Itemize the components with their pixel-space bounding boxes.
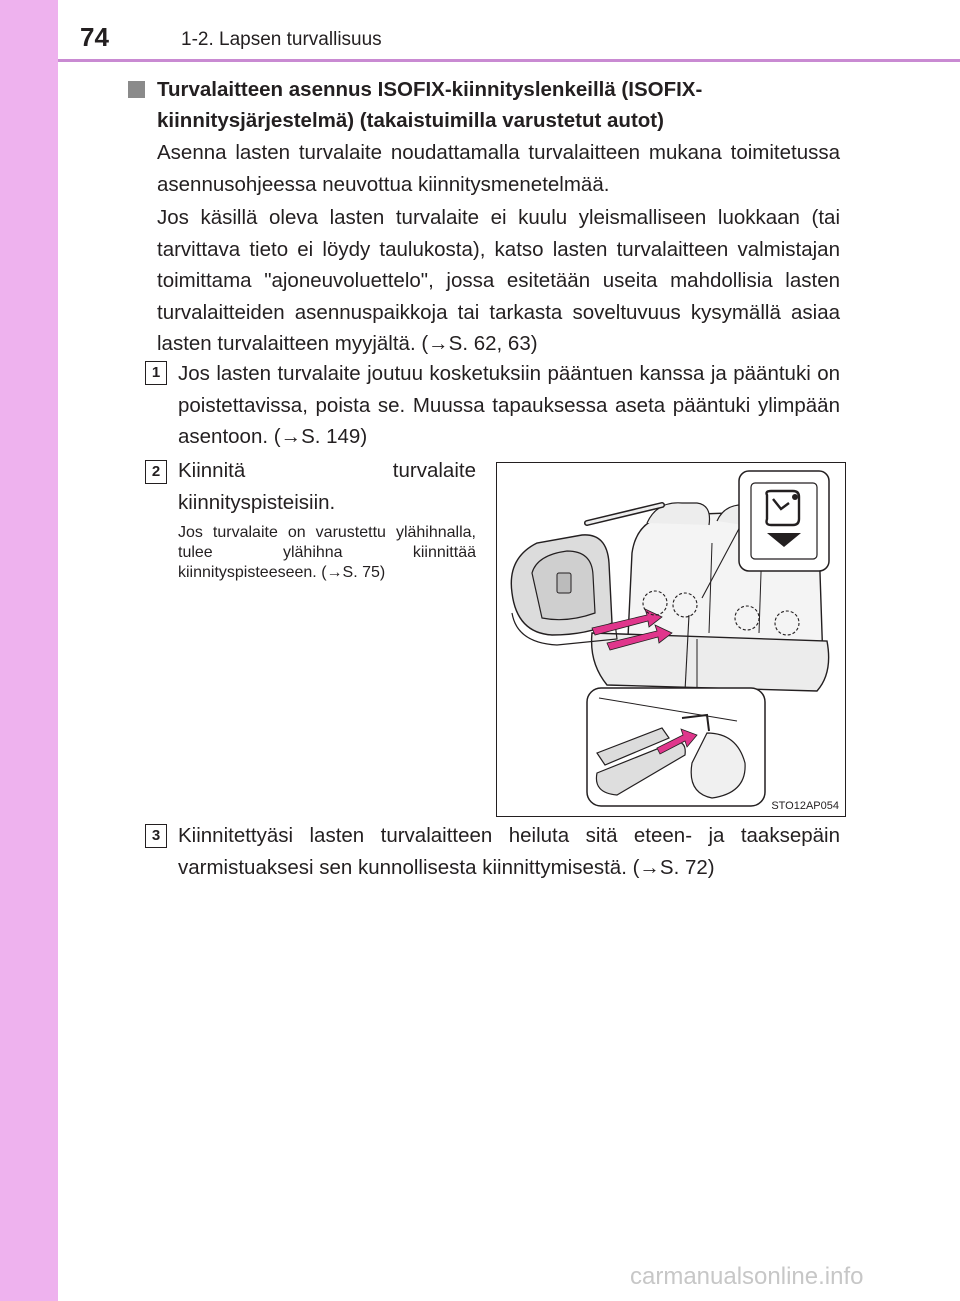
- intro-paragraph-2: Jos käsillä oleva lasten turvalaite ei kuulu yleismalliseen luokkaan (tai tarvittava tieto ei löydy taulukosta), katso lasten turvalaitteen valmistajan toimittama "ajoneuvoluettelo", jossa esitetään useita mahdollisia lasten turvalaitteiden asennuspaikkoja tai tarkasta soveltuvuus kysymällä asiaa lasten turvalaitteen myyjältä. (→S. 62, 63): [157, 206, 840, 355]
- chapter-sidebar: [0, 0, 58, 1301]
- isofix-symbol-icon: [739, 471, 829, 571]
- step-text-2: Kiinnitä turvalaite kiinnityspisteisiin.: [178, 459, 476, 514]
- step-number-2: 2: [145, 460, 167, 484]
- step-number-3: 3: [145, 824, 167, 848]
- intro-paragraph-1: Asenna lasten turvalaite noudattamalla turvalaitteen mukana toimitetussa asennusohjeessa neuvottua kiinnitysmenetelmää.: [157, 141, 840, 196]
- step-number-1: 1: [145, 361, 167, 385]
- step-note-2: Jos turvalaite on varustettu ylähihnalla, tulee ylähihna kiinnittää kiinnityspisteeseen. (→S. 75): [178, 524, 476, 581]
- chapter-heading: 1-2. Lapsen turvallisuus: [181, 29, 382, 50]
- section-title: Turvalaitteen asennus ISOFIX-kiinnityslenkeillä (ISOFIX-kiinnitysjärjestelmä) (takaistuimilla varustetut autot): [157, 78, 703, 132]
- isofix-illustration: [497, 463, 844, 815]
- header-divider: [58, 59, 960, 62]
- step-text-3: Kiinnitettyäsi lasten turvalaitteen heiluta sitä eteen- ja taaksepäin varmistuaksesi sen kunnollisesta kiinnittymisestä. (→S. 72): [178, 824, 840, 879]
- page-number: 74: [80, 22, 109, 52]
- figure-code: STO12AP054: [771, 800, 839, 812]
- section-bullet-icon: [128, 81, 145, 98]
- isofix-installation-figure: [496, 462, 846, 817]
- step-text-1: Jos lasten turvalaite joutuu kosketuksiin pääntuen kanssa ja pääntuki on poistettavissa, poista se. Muussa tapauksessa aseta pääntuki ylimpään asentoon. (→S. 149): [178, 362, 840, 448]
- watermark: carmanualsonline.info: [630, 1263, 864, 1290]
